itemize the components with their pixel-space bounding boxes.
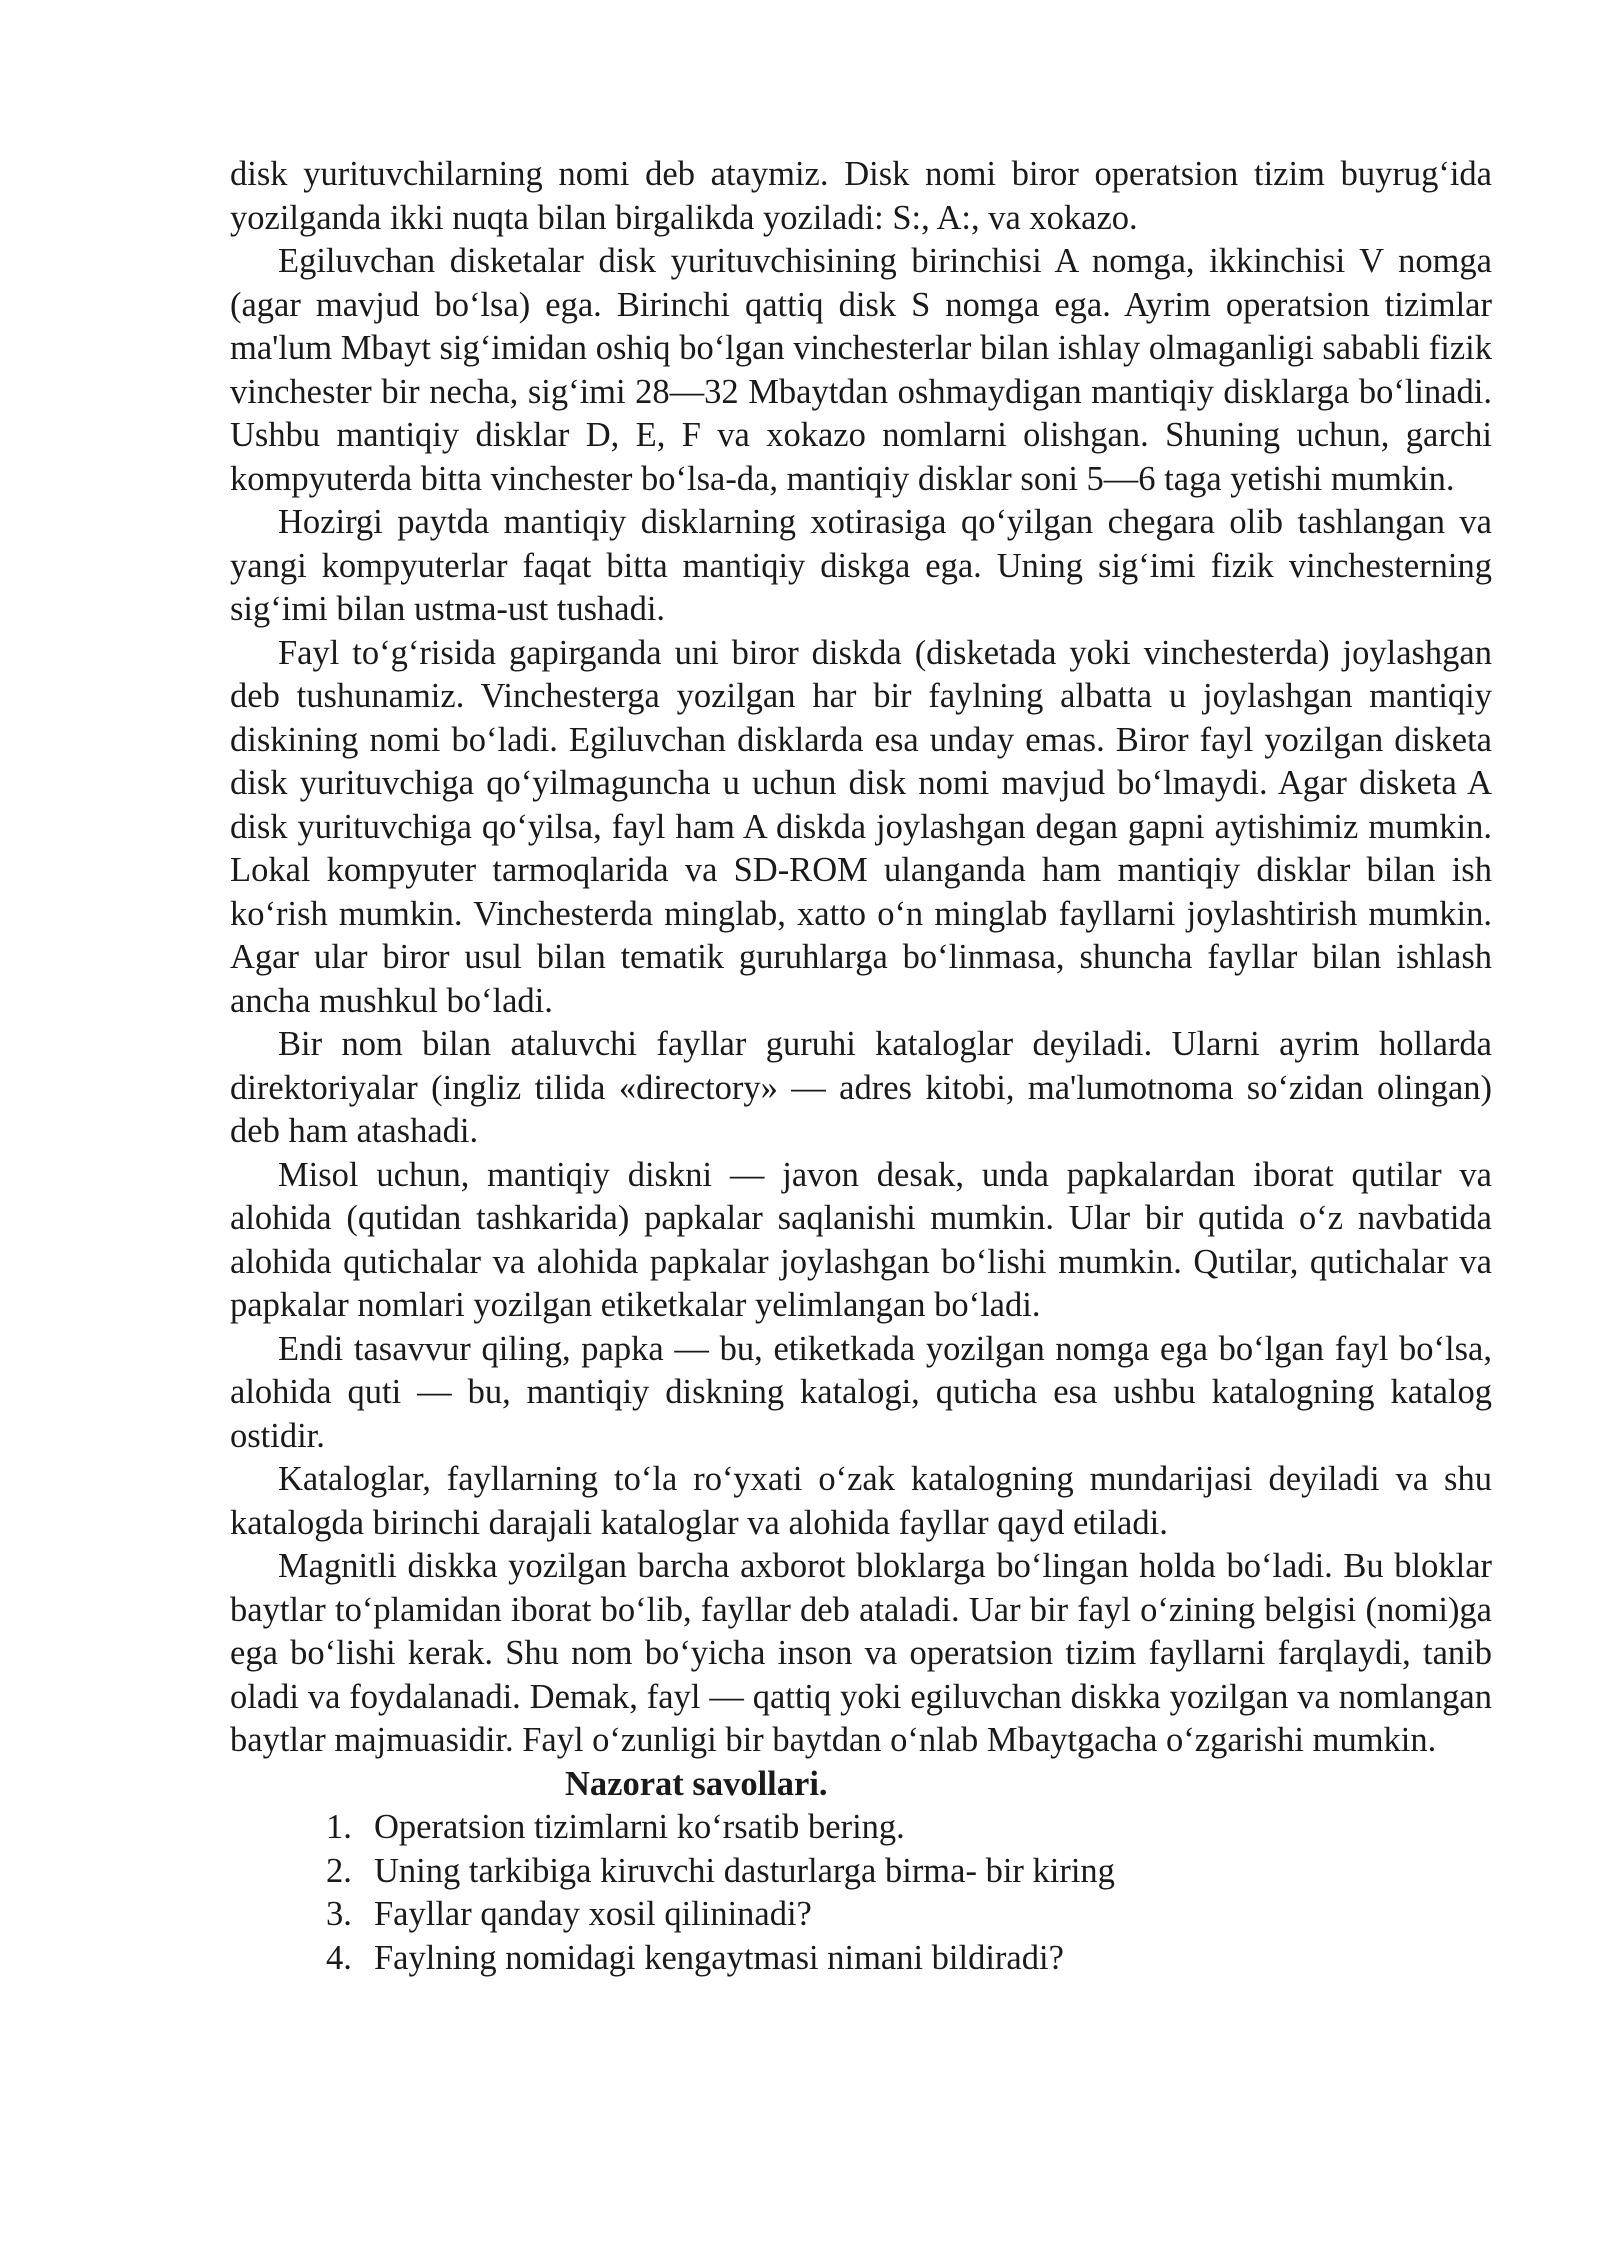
questions-heading: Nazorat savollari. <box>565 1764 828 1803</box>
paragraph: disk yurituvchilarning nomi deb ataymiz. Disk nomi biror operatsion tizim buyrug‘ida yozilganda ikki nuqta bilan birgalikda yoziladi: S:, A:, va xokazo. <box>230 155 1492 237</box>
paragraph: Magnitli diskka yozilgan barcha axborot bloklarga bo‘lingan holda bo‘ladi. Bu bloklar baytlar to‘plamidan iborat bo‘lib, fayllar deb ataladi. Uar bir fayl o‘zining belgisi (nomi)ga ega bo‘lishi kerak. Shu nom bo‘yicha inson va operatsion tizim fayllarni farqlaydi, tanib oladi va foydalanadi. Demak, fayl — qattiq yoki egiluvchan diskka yozilgan va nomlangan baytlar majmuasidir. Fayl o‘zunligi bir baytdan o‘nlab Mbaytgacha o‘zgarishi mumkin. <box>230 1547 1492 1759</box>
question-number: 3. <box>326 1895 352 1933</box>
question-text: Faylning nomidagi kengaytmasi nimani bildiradi? <box>374 1938 1064 1977</box>
question-text: Fayllar qanday xosil qilininadi? <box>374 1895 812 1933</box>
question-text: Operatsion tizimlarni ko‘rsatib bering. <box>374 1808 905 1846</box>
paragraph: Egiluvchan disketalar disk yurituvchisining birinchisi A nomga, ikkinchisi V nomga (agar mavjud bo‘lsa) ega. Birinchi qattiq disk S nomga ega. Ayrim operatsion tizimlar ma'lum Mbayt sig‘imidan oshiq bo‘lgan vinchesterlar bilan ishlay olmaganligi sababli fizik vinchester bir necha, sig‘imi 28—32 Mbaytdan oshmaydigan mantiqiy disklarga bo‘linadi. Ushbu mantiqiy disklar D, E, F va xokazo nomlarni olishgan. Shuning uchun, garchi kompyuterda bitta vinchester bo‘lsa-da, mantiqiy disklar soni 5—6 taga yetishi mumkin. <box>230 242 1492 498</box>
paragraph: Misol uchun, mantiqiy diskni — javon desak, unda papkalardan iborat qutilar va alohida (qutidan tashkarida) papkalar saqlanishi mumkin. Ular bir qutida o‘z navbatida alohida qutichalar va alohida papkalar joylashgan bo‘lishi mumkin. Qutilar, qutichalar va papkalar nomlari yozilgan etiketkalar yelimlangan bo‘ladi. <box>230 1155 1492 1324</box>
question-item <box>326 1893 1492 1937</box>
question-item <box>326 1937 1492 1981</box>
question-text: Uning tarkibiga kiruvchi dasturlarga birma- bir kiring <box>374 1851 1115 1890</box>
question-number: 2. <box>326 1851 352 1890</box>
paragraph: Hozirgi paytda mantiqiy disklarning xotirasiga qo‘yilgan chegara olib tashlangan va yangi kompyuterlar faqat bitta mantiqiy diskga ega. Uning sig‘imi fizik vinchesterning sig‘imi bilan ustma-ust tushadi. <box>230 503 1492 628</box>
question-number: 4. <box>326 1938 352 1977</box>
paragraph: Bir nom bilan ataluvchi fayllar guruhi kataloglar deyiladi. Ularni ayrim hollarda direktoriyalar (ingliz tilida «directory» — adres kitobi, ma'lumotnoma so‘zidan olingan) deb ham atashadi. <box>230 1025 1492 1150</box>
paragraph: Endi tasavvur qiling, papka — bu, etiketkada yozilgan nomga ega bo‘lgan fayl bo‘lsa, alohida quti — bu, mantiqiy diskning katalogi, quticha esa ushbu katalogning katalog ostidir. <box>230 1329 1492 1455</box>
question-number: 1. <box>326 1808 352 1846</box>
paragraph: Fayl to‘g‘risida gapirganda uni biror diskda (disketada yoki vinchesterda) joylashgan deb tushunamiz. Vinchesterga yozilgan har bir faylning albatta u joylashgan mantiqiy diskining nomi bo‘ladi. Egiluvchan disklarda esa unday emas. Biror fayl yozilgan disketa disk yurituvchiga qo‘yilmaguncha u uchun disk nomi mavjud bo‘lmaydi. Agar disketa A disk yurituvchiga qo‘yilsa, fayl ham A diskda joylashgan degan gapni aytishimiz mumkin. Lokal kompyuter tarmoqlarida va SD-ROM ulanganda ham mantiqiy disklar bilan ish ko‘rish mumkin. Vinchesterda minglab, xatto o‘n minglab fayllarni joylashtirish mumkin. Agar ular biror usul bilan tematik guruhlarga bo‘linmasa, shuncha fayllar bilan ishlash ancha mushkul bo‘ladi. <box>230 633 1492 1020</box>
paragraph: Kataloglar, fayllarning to‘la ro‘yxati o‘zak katalogning mundarijasi deyiladi va shu katalogda birinchi darajali kataloglar va alohida fayllar qayd etiladi. <box>230 1460 1492 1542</box>
document-body <box>230 153 1492 1980</box>
question-item <box>326 1806 1492 1850</box>
questions-list <box>230 1806 1492 1980</box>
question-item <box>326 1850 1492 1894</box>
